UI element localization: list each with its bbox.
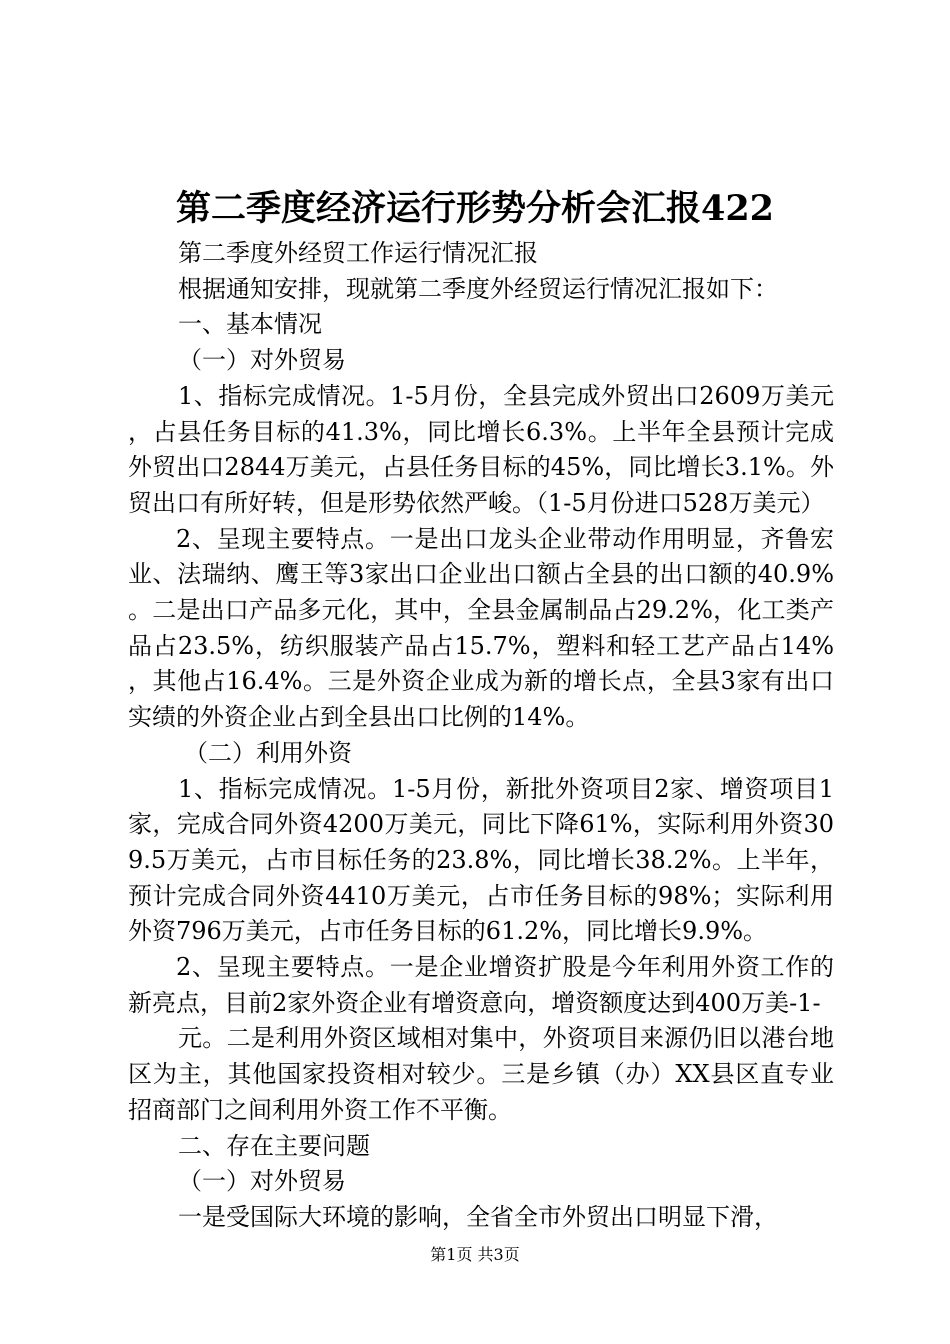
heading-basic-situation: 一、基本情况 <box>178 310 322 339</box>
subheading-foreign-trade-problems: （一）对外贸易 <box>178 1167 346 1196</box>
document-title: 第二季度经济运行形势分析会汇报422 <box>175 188 775 229</box>
paragraph-trade-problem-one: 一是受国际大环境的影响，全省全市外贸出口明显下滑， <box>178 1202 778 1231</box>
heading-main-problems: 二、存在主要问题 <box>178 1131 370 1160</box>
subheading-foreign-investment: （二）利用外资 <box>184 738 352 767</box>
document-body <box>128 236 834 1236</box>
paragraph-trade-features: 2、呈现主要特点。一是出口龙头企业带动作用明显，齐鲁宏业、法瑞纳、鹰王等3家出口企业出口额占全县的出口额的40.9%。二是出口产品多元化，其中，全县金属制品占29.2%，化工类产品占23.5%，纺织服装产品占15.7%，塑料和轻工艺产品占14%，其他占16.4%。三是外资企业成为新的增长点，全县3家有出口实绩的外资企业占到全县出口比例的14%。 <box>128 524 834 732</box>
paragraph-subtitle: 第二季度外经贸工作运行情况汇报 <box>178 239 538 267</box>
paragraph-trade-indicators: 1、指标完成情况。1-5月份，全县完成外贸出口2609万美元，占县任务目标的41.3%，同比增长6.3%。上半年全县预计完成外贸出口2844万美元，占县任务目标的45%，同比增长3.1%。外贸出口有所好转，但是形势依然严峻。（1-5月份进口528万美元） <box>128 381 834 517</box>
paragraph-investment-indicators: 1、指标完成情况。1-5月份，新批外资项目2家、增资项目1家，完成合同外资4200万美元，同比下降61%，实际利用外资309.5万美元，占市目标任务的23.8%，同比增长38.2%。上半年，预计完成合同外资4410万美元，占市任务目标的98%；实际利用外资796万美元，占市任务目标的61.2%，同比增长9.9%。 <box>128 774 834 946</box>
paragraph-investment-features-continued: 元。二是利用外资区域相对集中，外资项目来源仍旧以港台地区为主，其他国家投资相对较少。三是乡镇（办）XX县区直专业招商部门之间利用外资工作不平衡。 <box>128 1024 834 1124</box>
paragraph-intro: 根据通知安排，现就第二季度外经贸运行情况汇报如下： <box>178 274 778 303</box>
subheading-foreign-trade: （一）对外贸易 <box>178 346 346 375</box>
page-footer: 第1页 共3页 <box>430 1245 520 1264</box>
paragraph-investment-features: 2、呈现主要特点。一是企业增资扩股是今年利用外资工作的新亮点，目前2家外资企业有增资意向，增资额度达到400万美-1- <box>128 953 834 1017</box>
